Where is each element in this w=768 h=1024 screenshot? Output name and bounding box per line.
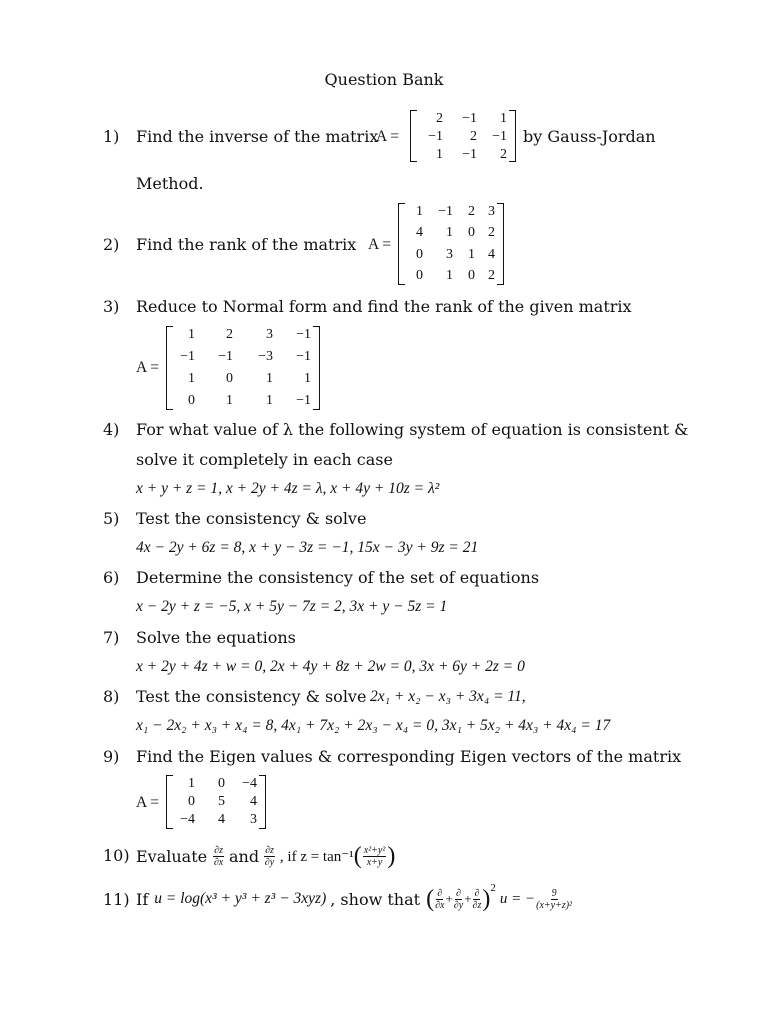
question-text: Test the consistency & solve xyxy=(136,687,367,706)
matrix-q2: 1 −1 2 3 4 1 0 2 0 3 1 4 0 1 0 2 xyxy=(398,203,504,285)
question-number: 3) xyxy=(103,297,120,316)
page-title: Question Bank xyxy=(324,70,444,89)
exponent: 2 xyxy=(490,882,496,894)
question-text: Evaluate xyxy=(136,846,208,866)
equation: x + y + z = 1, x + 2y + 4z = λ, x + 4y + 10z = λ² xyxy=(136,480,440,497)
plus-sign: + xyxy=(445,891,453,906)
equation: u = log(x³ + y³ + z³ − 3xyz) xyxy=(154,890,327,907)
question-text-continued: , show that xyxy=(330,889,421,909)
plus-sign: + xyxy=(464,891,472,906)
question-text: Reduce to Normal form and find the rank of the given matrix xyxy=(136,297,632,316)
question-text: Find the inverse of the matrix xyxy=(136,127,379,146)
fraction: $\frac{\text{x²+y²}}{x+y}$ xyxy=(363,844,386,868)
fraction: $\frac{9}{\text{(x+y+z)²}}$ xyxy=(536,887,573,911)
question-text: Find the Eigen values & corresponding Eigen vectors of the matrix xyxy=(136,747,682,766)
question-11-line xyxy=(136,880,573,918)
equation: 4x − 2y + 6z = 8, x + y − 3z = −1, 15x − 3y + 9z = 21 xyxy=(136,539,479,556)
question-number: 9) xyxy=(103,747,120,766)
question-text-continued: by Gauss-Jordan xyxy=(523,127,656,146)
fraction: $\frac{\partial}{\partial y}$ xyxy=(453,887,464,911)
question-number: 10) xyxy=(103,846,130,865)
matrix-q3: 1 2 3 −1 −1 −1 −3 −1 1 0 1 1 0 1 1 −1 xyxy=(166,326,320,410)
question-number: 8) xyxy=(103,687,120,706)
question-10-line xyxy=(136,840,395,872)
question-number: 4) xyxy=(103,420,120,439)
fraction: $\frac{\partial z}{\partial x}$ xyxy=(213,844,224,868)
paren-open: ( xyxy=(426,886,435,912)
matrix-label: A = xyxy=(376,128,399,145)
matrix-label: A = xyxy=(368,236,391,253)
question-text: Determine the consistency of the set of equations xyxy=(136,568,540,587)
matrix-q9: 1 0 −4 0 5 4 −4 4 3 xyxy=(166,775,266,829)
question-number: 5) xyxy=(103,509,120,528)
fraction: $\frac{\partial}{\partial x}$ xyxy=(435,887,445,911)
equation: x₁ − 2x₂ + x₃ + x₄ = 8, 4x₁ + 7x₂ + 2x₃ − x₄ = 0, 3x₁ + 5x₂ + 4x₃ + 4x₄ = 17 xyxy=(136,717,611,734)
question-number: 1) xyxy=(103,127,120,146)
equation-rhs: u = − xyxy=(499,890,536,907)
question-number: 6) xyxy=(103,568,120,587)
question-number: 7) xyxy=(103,628,120,647)
question-text: Solve the equations xyxy=(136,628,296,647)
paren-close: ) xyxy=(482,886,491,912)
matrix-label: A = xyxy=(136,359,159,376)
equation: x + 2y + 4z + w = 0, 2x + 4y + 8z + 2w = 0, 3x + 6y + 2z = 0 xyxy=(136,658,525,675)
equation: x − 2y + z = −5, x + 5y − 7z = 2, 3x + y − 5z = 1 xyxy=(136,598,448,615)
paren-close: ) xyxy=(387,843,396,869)
question-text-continued: Method. xyxy=(136,174,204,193)
fraction: $\frac{\partial}{\partial z}$ xyxy=(472,887,482,911)
condition: , if z = tan⁻¹ xyxy=(279,848,354,865)
matrix-label: A = xyxy=(136,794,159,811)
equation: 2x₁ + x₂ − x₃ + 3x₄ = 11, xyxy=(370,688,526,705)
matrix-q1: 2 −1 1 −1 2 −1 1 −1 2 xyxy=(410,110,516,162)
question-text: Test the consistency & solve xyxy=(136,509,367,528)
question-text-continued: solve it completely in each case xyxy=(136,450,393,469)
question-number: 11) xyxy=(103,890,130,909)
question-text: If xyxy=(136,889,149,909)
question-text: Find the rank of the matrix xyxy=(136,235,357,254)
paren-open: ( xyxy=(353,843,362,869)
question-text: For what value of λ the following system of equation is consistent & xyxy=(136,420,689,439)
conjunction: and xyxy=(228,846,260,866)
fraction: $\frac{\partial z}{\partial y}$ xyxy=(264,844,275,868)
question-number: 2) xyxy=(103,235,120,254)
